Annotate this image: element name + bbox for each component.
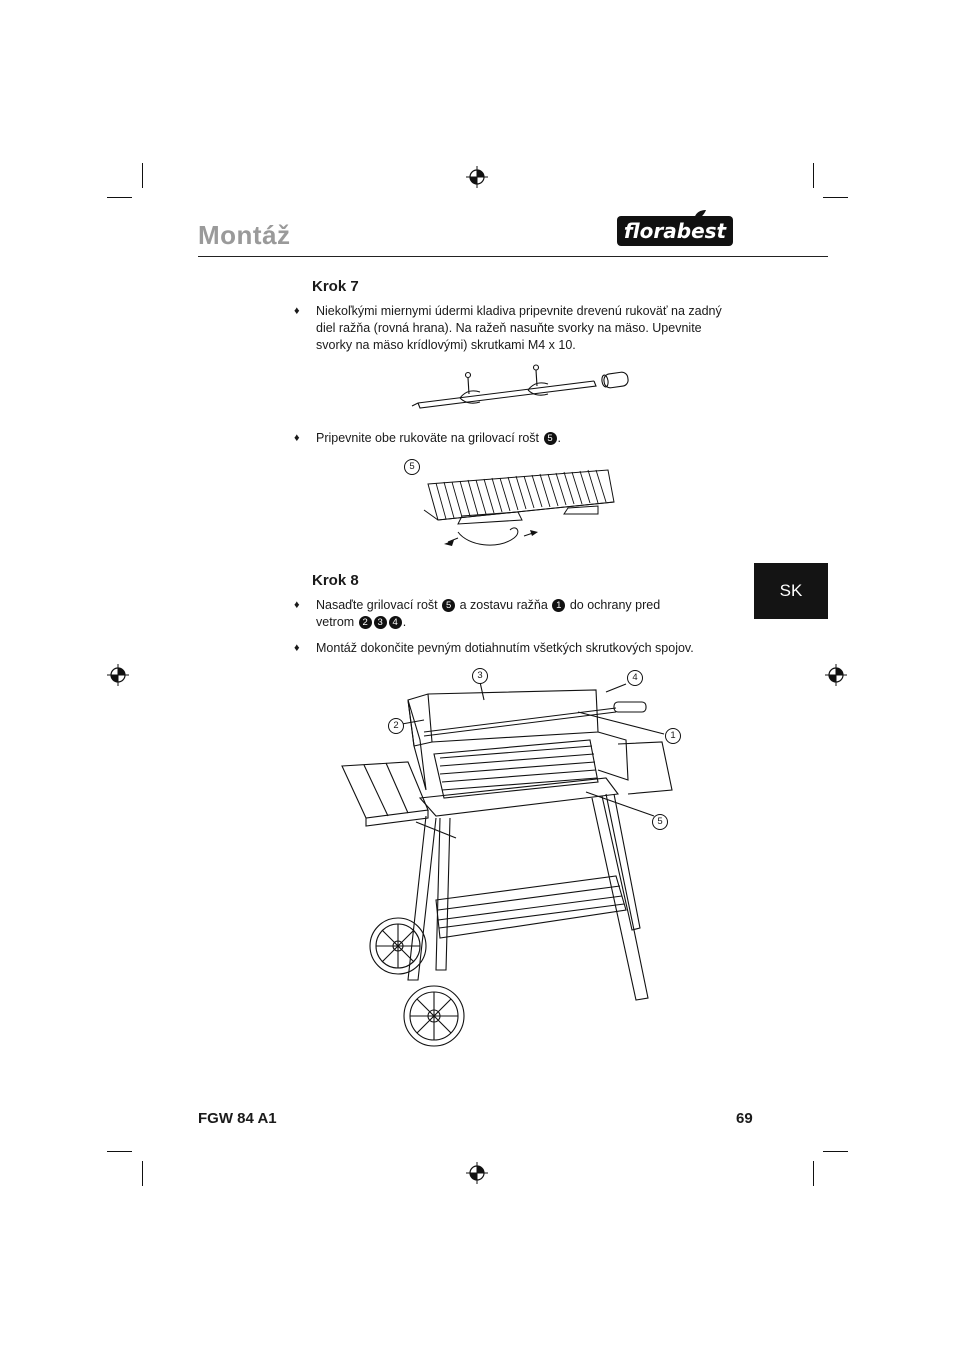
page-number: 69 [736,1110,753,1127]
bullet-text: Montáž dokončite pevným dotiahnutím všetkých skrutkových spojov. [316,641,694,655]
bullet-text: Pripevnite obe rukoväte na grilovací rošt [316,431,540,445]
part-ref-badge: 2 [359,616,372,629]
part-ref-badge: 3 [374,616,387,629]
page-title: Montáž [198,220,291,250]
language-tab: SK [754,563,828,619]
part-ref-badge: 5 [544,432,557,445]
part-callout: 5 [404,459,420,475]
bullet-diamond-icon: ♦ [294,599,300,611]
step7-bullet-1 [294,303,726,354]
crop-mark [142,163,143,188]
bullet-text-end: . [402,615,407,629]
bullet-diamond-icon: ♦ [294,642,300,654]
registration-mark-icon [107,664,129,686]
leaf-icon [693,209,707,221]
part-callout: 3 [472,668,488,684]
step8-bullet-2 [294,640,736,657]
bullet-diamond-icon: ♦ [294,305,300,317]
crop-mark [107,1151,132,1152]
crop-mark [823,1151,848,1152]
header-rule [198,256,828,257]
registration-mark-icon [466,166,488,188]
part-callout: 1 [665,728,681,744]
part-callout: 2 [388,718,404,734]
part-ref-badge: 1 [552,599,565,612]
grill-grate-illustration [418,466,628,556]
brand-logo: florabest [617,216,733,246]
bullet-text: a zostavu ražňa [459,598,548,612]
registration-mark-icon [466,1162,488,1184]
bullet-text: Nasaďte grilovací rošt [316,598,438,612]
step8-heading: Krok 8 [312,572,359,589]
part-ref-badge: 5 [442,599,455,612]
crop-mark [142,1161,143,1186]
crop-mark [107,197,132,198]
bullet-text: Niekoľkými miernymi údermi kladiva pripevnite drevenú rukoväť na zadný diel ražňa (rovná hrana). Na ražeň nasuňte svorky na mäso. Upevnite svorky na mäso krídlovými) skrutkami M4 x 10. [316,304,722,352]
step7-bullet-2 [294,430,736,447]
model-number: FGW 84 A1 [198,1110,277,1127]
bullet-diamond-icon: ♦ [294,432,300,444]
part-ref-badge: 4 [389,616,402,629]
part-callout: 4 [627,670,643,686]
crop-mark [813,163,814,188]
bullet-text: do ochrany pred vetrom [316,598,661,629]
part-callout: 5 [652,814,668,830]
skewer-illustration [408,364,634,414]
crop-mark [823,197,848,198]
registration-mark-icon [825,664,847,686]
bullet-text-end: . [557,431,562,445]
step8-bullet-1 [294,597,686,631]
step7-heading: Krok 7 [312,278,359,295]
crop-mark [813,1161,814,1186]
